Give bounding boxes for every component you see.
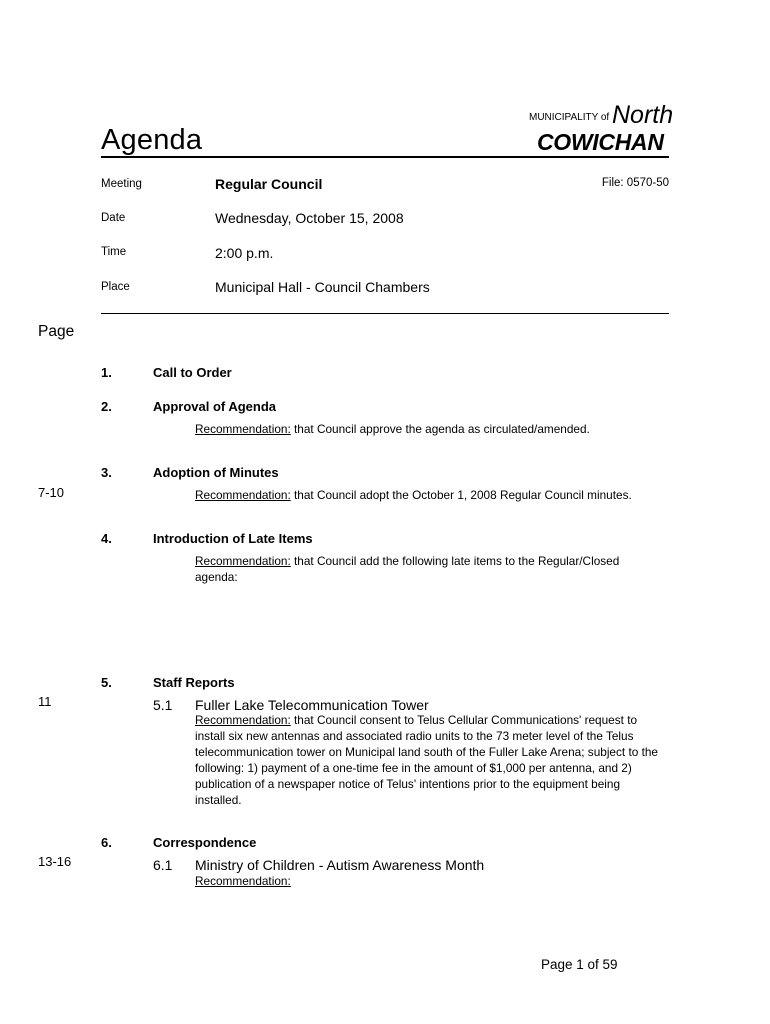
file-number: File: 0570-50 xyxy=(601,177,669,189)
item-heading: Approval of Agenda xyxy=(153,399,277,414)
recommendation-text: that Council adopt the October 1, 2008 Regular Council minutes. xyxy=(290,488,632,502)
header-rule xyxy=(101,156,669,158)
page-column-heading: Page xyxy=(38,323,75,340)
time-value: 2:00 p.m. xyxy=(215,245,274,261)
item-number: 1. xyxy=(101,365,112,380)
meeting-label: Meeting xyxy=(101,178,142,190)
page-reference: 13-16 xyxy=(38,854,72,869)
time-label: Time xyxy=(101,246,127,258)
place-label: Place xyxy=(101,281,130,293)
item-heading: Adoption of Minutes xyxy=(153,465,279,480)
item-heading: Introduction of Late Items xyxy=(153,531,313,546)
municipality-north: North xyxy=(612,101,674,129)
page-reference: 11 xyxy=(38,694,52,709)
place-value: Municipal Hall - Council Chambers xyxy=(215,279,430,295)
recommendation-text: that Council approve the agenda as circulated/amended. xyxy=(290,422,590,436)
recommendation xyxy=(195,487,669,503)
date-label: Date xyxy=(101,212,126,224)
recommendation-text: that Council add the following late items to the Regular/Closed agenda: xyxy=(195,554,620,584)
item-heading: Staff Reports xyxy=(153,675,235,690)
subitem-title: Fuller Lake Telecommunication Tower xyxy=(195,697,429,713)
municipality-prefix: MUNICIPALITY of xyxy=(529,112,610,123)
recommendation-text: that Council consent to Telus Cellular Communications' request to install six new antennas and associated radio units to the 73 meter level of the Telus telecommunication tower on Municipal land south of the Fuller Lake Arena; subject to the following: 1) payment of a one-time fee in the amount of $1,000 per antenna, and 2) publication of a newspaper notice of Telus' intentions prior to the equipment being installed. xyxy=(195,713,658,807)
page-reference: 7-10 xyxy=(38,485,65,500)
recommendation xyxy=(195,712,665,808)
municipality-name: COWICHAN xyxy=(537,129,664,155)
item-number: 6. xyxy=(101,835,112,850)
document-title: Agenda xyxy=(101,124,203,156)
recommendation xyxy=(195,421,669,437)
meeting-rule xyxy=(101,313,669,314)
item-number: 5. xyxy=(101,675,112,690)
meeting-value: Regular Council xyxy=(215,176,323,192)
recommendation-label: Recommendation: xyxy=(195,874,291,888)
item-number: 3. xyxy=(101,465,112,480)
item-heading: Correspondence xyxy=(153,835,257,850)
recommendation-label: Recommendation: xyxy=(195,488,291,502)
recommendation-label: Recommendation: xyxy=(195,713,291,727)
recommendation-label: Recommendation: xyxy=(195,422,291,436)
item-heading: Call to Order xyxy=(153,365,232,380)
date-value: Wednesday, October 15, 2008 xyxy=(215,210,404,226)
page-indicator: Page 1 of 59 xyxy=(541,957,618,972)
recommendation xyxy=(195,553,645,585)
item-number: 2. xyxy=(101,399,112,414)
recommendation-label: Recommendation: xyxy=(195,554,291,568)
subitem-number: 5.1 xyxy=(153,697,173,713)
item-number: 4. xyxy=(101,531,112,546)
recommendation xyxy=(195,873,669,889)
subitem-number: 6.1 xyxy=(153,857,173,873)
subitem-title: Ministry of Children - Autism Awareness Month xyxy=(195,857,485,873)
